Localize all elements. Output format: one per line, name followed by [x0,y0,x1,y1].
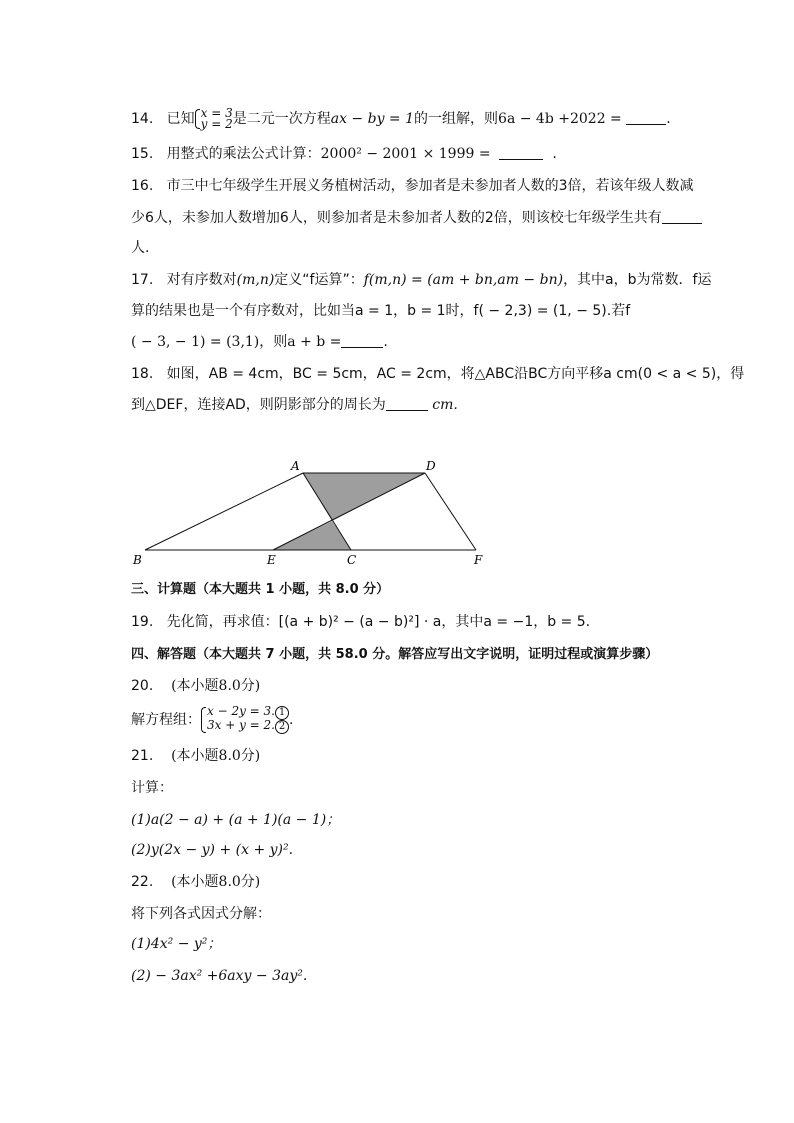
label-C: C [347,553,357,567]
question-number: 15. [131,146,154,162]
expression: 6a − 4b +2022 = [498,111,622,127]
answer-blank[interactable] [341,333,383,348]
segment-AB [145,473,303,550]
question-number: 17. [131,272,154,288]
label-E: E [267,553,276,567]
equation: x − 2y = 3. [207,704,275,718]
question-number: 21. [131,748,154,764]
points-note: (本小题8.0分) [171,748,261,764]
question-22-part2: (2) − 3ax² +6axy − 3ay². [131,968,308,984]
expression: 2000² − 2001 × 1999 = [320,146,491,162]
points-note: (本小题8.0分) [171,678,261,694]
segment-DF [425,473,476,550]
text: 已知 [166,111,195,127]
question-14 [131,108,671,130]
text: 少6人，未参加人数增加6人，则参加者是未参加者人数的2倍，则该校七年级学生共有 [131,210,662,226]
equation-system [195,108,233,130]
equation-system [201,706,289,734]
answer-blank[interactable] [386,396,428,411]
label-D: D [426,459,436,473]
question-19 [131,612,590,632]
text: 是二元一次方程 [232,111,331,127]
question-number: 14. [131,111,154,127]
equation: x = 3 [200,106,233,120]
text: . [383,334,388,350]
equation: ax − by = 1 [330,111,415,127]
text: 人. [131,240,150,256]
shaded-region-upper [303,473,425,521]
question-22 [131,872,260,892]
question-17 [131,270,711,290]
question-number: 22. [131,874,154,890]
text: 市三中七年级学生开展义务植树活动，参加者是未参加者人数的3倍，若该年级人数减 [166,178,694,194]
points-note: (本小题8.0分) [171,874,261,890]
question-21 [131,746,260,766]
text: . [289,712,294,728]
equation: 3x + y = 2. [207,718,275,732]
label-B: B [133,553,142,567]
circled-number: 1 [275,706,289,720]
text: . [552,146,557,162]
question-18-line2 [131,395,458,415]
text: 的一组解，则 [414,111,499,127]
text: 定义“f运算”： [274,272,364,288]
expression: f(m,n) = (am + bn,am − bn) [363,272,564,288]
answer-blank[interactable] [662,209,702,224]
question-17-line3 [131,332,388,352]
question-number: 18. [131,366,154,382]
question-21-intro: 计算： [131,780,173,796]
text: 到△DEF，连接AD，则阴影部分的周长为 [131,397,386,413]
question-16 [131,176,694,196]
text: 算的结果也是一个有序数对，比如当a = 1，b = 1时，f( − 2,3) = (1, − 5).若f [131,303,631,319]
question-number: 19. [131,614,154,630]
text: 用整式的乘法公式计算： [166,146,321,162]
expression: (m,n) [236,272,275,288]
section-heading-4: 四、解答题（本大题共 7 小题，共 58.0 分。解答应写出文字说明，证明过程或演算步骤） [131,647,659,662]
text: cm. [432,397,458,413]
shaded-region-lower [273,521,351,550]
circled-number: 2 [275,720,289,734]
label-A: A [291,459,300,473]
label-F: F [474,553,483,567]
answer-blank[interactable] [499,145,543,160]
text: 对有序数对 [166,272,237,288]
text: 如图，AB = 4cm，BC = 5cm，AC = 2cm，将△ABC沿BC方向平移a cm(0 < a < 5)，得 [166,366,745,382]
geometry-figure [120,450,500,575]
question-21-part2: (2)y(2x − y) + (x + y)². [131,842,294,858]
question-16-line2 [131,208,702,228]
question-16-line3 [131,238,149,258]
text: . [666,111,671,127]
equation: y = 2 [200,117,233,131]
question-21-part1: (1)a(2 − a) + (a + 1)(a − 1)； [131,812,341,828]
text: 解方程组： [131,712,201,728]
question-18 [131,364,744,384]
section-heading-3: 三、计算题（本大题共 1 小题，共 8.0 分） [131,582,390,597]
question-15 [131,144,557,164]
question-number: 20. [131,678,154,694]
text: ( − 3, − 1) = (3,1)，则a + b = [131,334,342,350]
question-number: 16. [131,178,154,194]
question-20 [131,676,260,696]
text: 先化简，再求值：[(a + b)² − (a − b)²] · a，其中a = −1，b = 5. [166,614,591,630]
text: ，其中a，b为常数．f运 [563,272,712,288]
question-17-line2 [131,301,630,321]
question-22-part1: (1)4x² − y²； [131,936,222,952]
answer-blank[interactable] [626,110,666,125]
question-22-intro: 将下列各式因式分解： [131,906,271,922]
question-20-body [131,706,293,734]
